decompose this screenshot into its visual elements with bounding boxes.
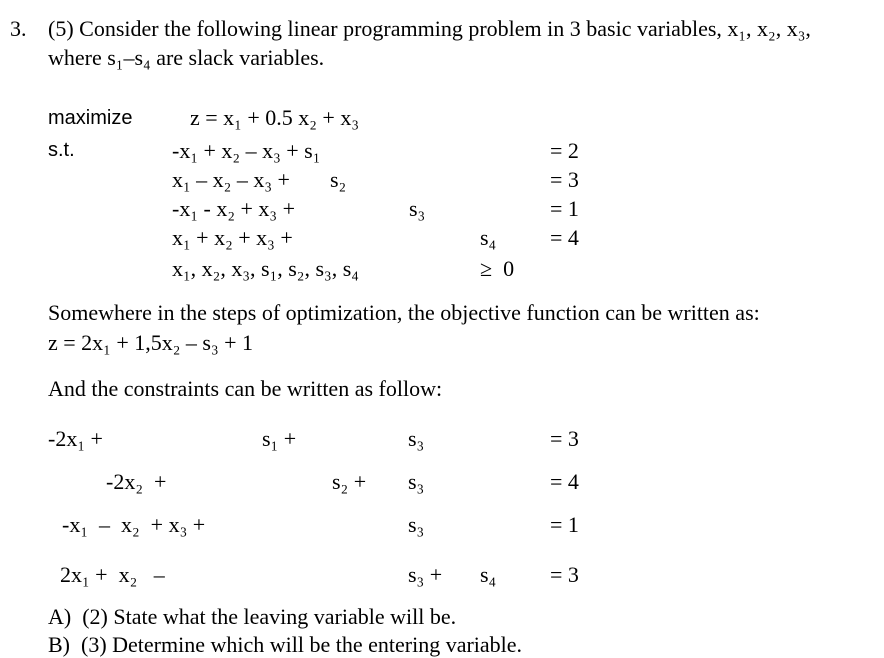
lp-row-3-rhs: = 1: [550, 196, 579, 221]
lp-row-3-lhs: -x₁ - x₂ + x₃ +: [172, 196, 295, 221]
tableau-row-3-a: -x₁ – x₂ + x₃ +: [62, 512, 206, 537]
lp-row-4-slack: s₄: [480, 225, 497, 250]
lp-row-2-rhs: = 3: [550, 167, 579, 192]
tableau-row-4-rhs: = 3: [550, 562, 579, 587]
middle-text: Somewhere in the steps of optimization, the objective function can be written as:: [48, 300, 760, 325]
question-number: 3.: [10, 16, 27, 41]
lp-row-4-lhs: x₁ + x₂ + x₃ +: [172, 225, 293, 250]
tableau-row-2-rhs: = 4: [550, 469, 579, 494]
tableau-row-1-rhs: = 3: [550, 426, 579, 451]
tableau-row-2-c: s₃: [408, 469, 425, 494]
lp-row-2-slack: s₂: [330, 167, 347, 192]
lp-row-1-lhs: -x₁ + x₂ – x₃ + s₁: [172, 138, 321, 163]
tableau-row-1-c: s₃: [408, 426, 425, 451]
lp-objective: z = x₁ + 0.5 x₂ + x₃: [190, 105, 359, 130]
tableau-row-4-a: 2x₁ + x₂ –: [60, 562, 165, 587]
lp-row-2-lhs: x₁ – x₂ – x₃ +: [172, 167, 290, 192]
tableau-row-2-a: -2x₂ +: [106, 469, 167, 494]
lp-row-3-slack: s₃: [409, 196, 426, 221]
tableau-row-1-b: s₁ +: [262, 426, 297, 451]
middle-objective: z = 2x₁ + 1,5x₂ – s₃ + 1: [48, 330, 254, 355]
nonneg-vars: x₁, x₂, x₃, s₁, s₂, s₃, s₄: [172, 256, 359, 281]
tableau-row-4-d: s₄: [480, 562, 497, 587]
maximize-label: maximize: [48, 107, 133, 129]
nonneg-rhs: ≥ 0: [480, 256, 515, 281]
constraints-intro: And the constraints can be written as follow:: [48, 376, 443, 401]
lp-row-4-rhs: = 4: [550, 225, 579, 250]
tableau-row-3-c: s₃: [408, 512, 425, 537]
question-a: A) (2) State what the leaving variable will be.: [48, 604, 457, 629]
question-line-2: where s₁–s₄ are slack variables.: [48, 45, 325, 70]
question-b: B) (3) Determine which will be the entering variable.: [48, 632, 523, 657]
tableau-row-1-a: -2x₁ +: [48, 426, 103, 451]
tableau-row-2-b: s₂ +: [332, 469, 367, 494]
st-label: s.t.: [48, 139, 75, 161]
tableau-row-4-c: s₃ +: [408, 562, 443, 587]
tableau-row-3-rhs: = 1: [550, 512, 579, 537]
question-line-1: (5) Consider the following linear programming problem in 3 basic variables, x₁, x₂, x₃,: [48, 16, 811, 41]
lp-row-1-rhs: = 2: [550, 138, 579, 163]
